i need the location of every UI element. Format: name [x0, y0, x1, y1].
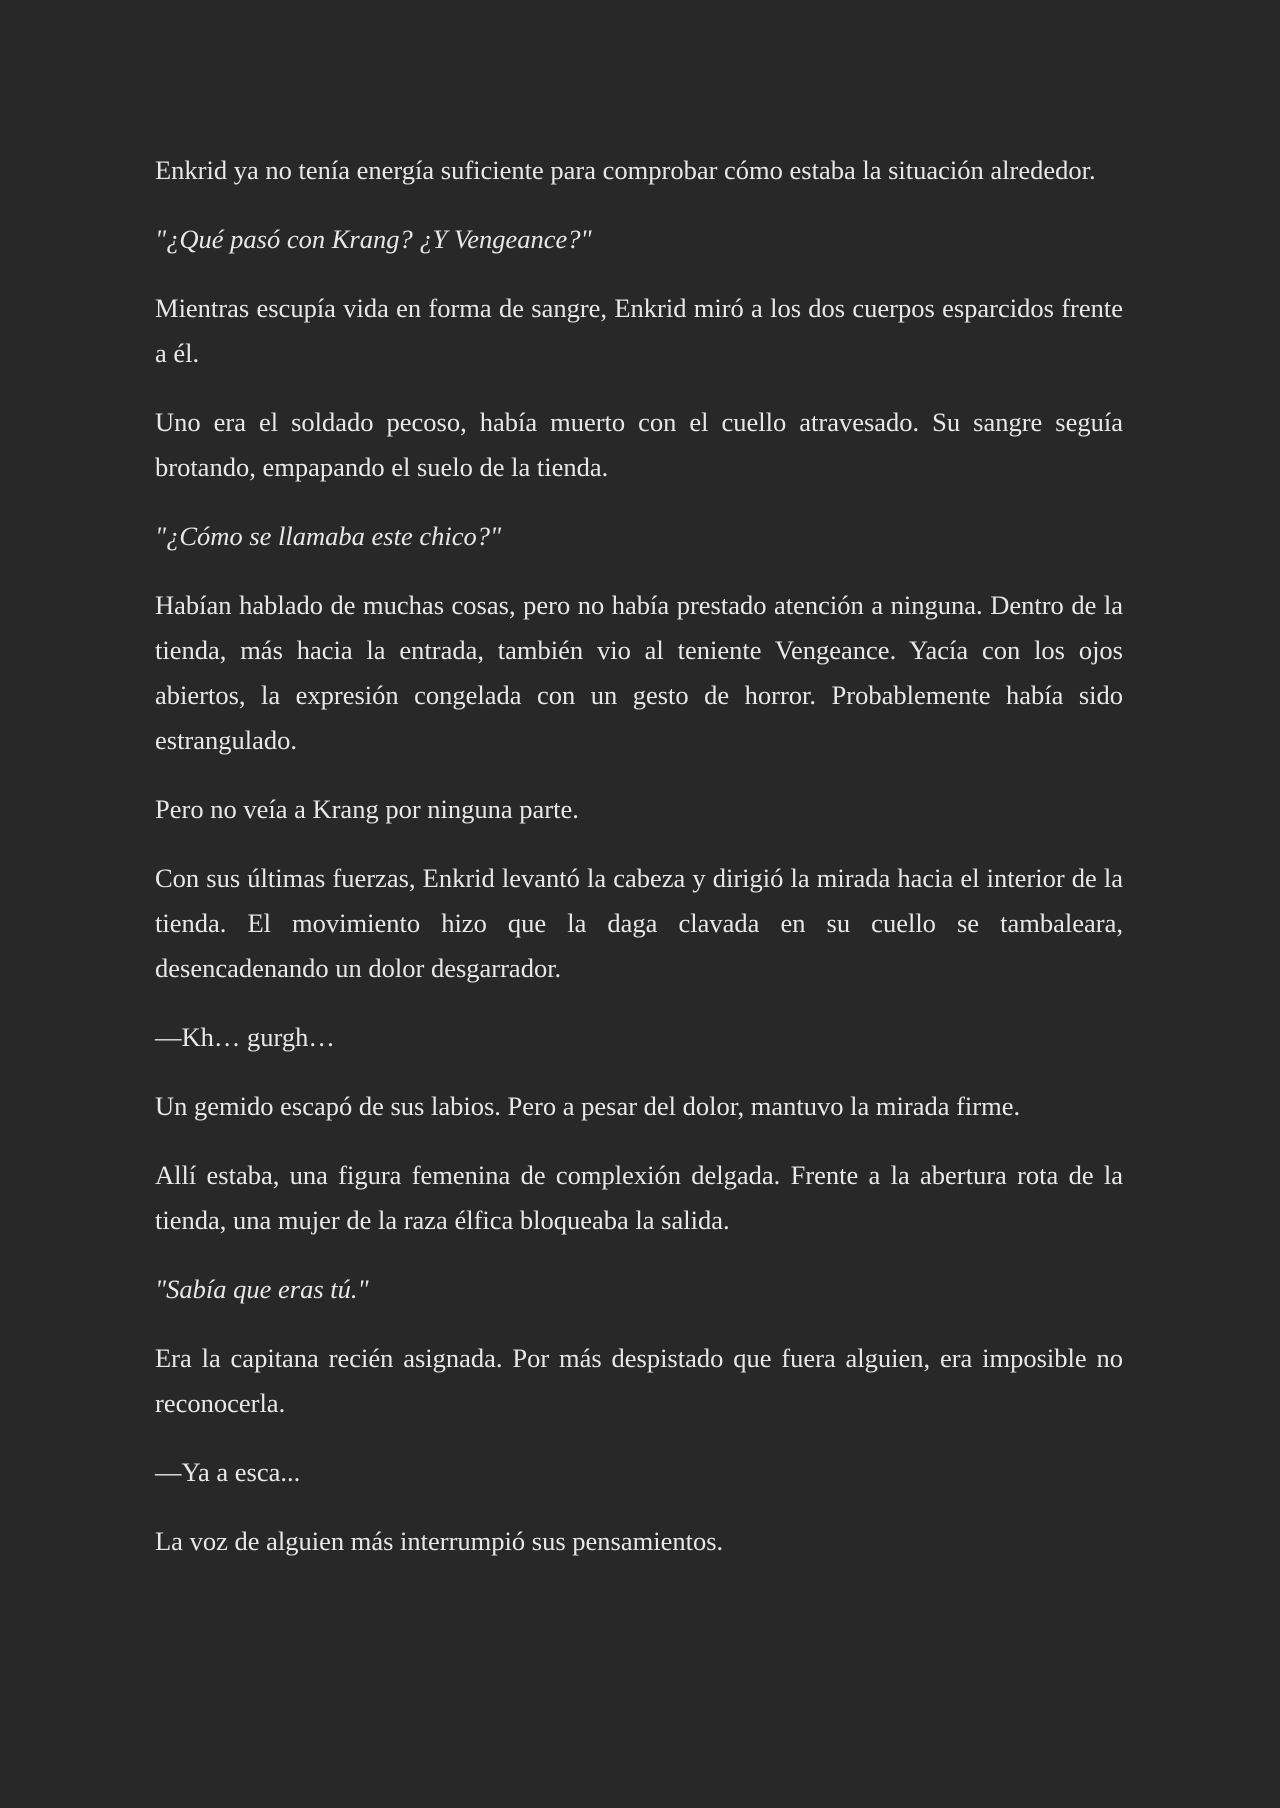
paragraph: Un gemido escapó de sus labios. Pero a pesar del dolor, mantuvo la mirada firme.	[155, 1091, 1021, 1121]
paragraph: La voz de alguien más interrumpió sus pensamientos.	[155, 1526, 724, 1556]
paragraph: Con sus últimas fuerzas, Enkrid levantó la cabeza y dirigió la mirada hacia el interior de la tienda. El movimiento hizo que la daga clavada en su cuello se tambaleara, desencadenando un dolor desgarrador.	[155, 863, 1123, 983]
dialogue-line: —Kh… gurgh…	[155, 1022, 335, 1052]
paragraph: Habían hablado de muchas cosas, pero no había prestado atención a ninguna. Dentro de la tienda, más hacia la entrada, también vio al teniente Vengeance. Yacía con los ojos abiertos, la expresión congelada con un gesto de horror. Probablemente había sido estrangulado.	[155, 590, 1123, 755]
dialogue-thought: "¿Qué pasó con Krang? ¿Y Vengeance?"	[155, 224, 592, 254]
paragraph: Pero no veía a Krang por ninguna parte.	[155, 794, 579, 824]
paragraph: Enkrid ya no tenía energía suficiente para comprobar cómo estaba la situación alrededor.	[155, 155, 1096, 185]
dialogue-line: —Ya a esca...	[155, 1457, 301, 1487]
paragraph: Mientras escupía vida en forma de sangre, Enkrid miró a los dos cuerpos esparcidos frente a él.	[155, 293, 1123, 368]
dialogue-thought: "Sabía que eras tú."	[155, 1274, 369, 1304]
chapter-text	[155, 148, 1123, 1588]
paragraph: Uno era el soldado pecoso, había muerto con el cuello atravesado. Su sangre seguía brotando, empapando el suelo de la tienda.	[155, 407, 1123, 482]
paragraph: Era la capitana recién asignada. Por más despistado que fuera alguien, era imposible no reconocerla.	[155, 1343, 1123, 1418]
dialogue-thought: "¿Cómo se llamaba este chico?"	[155, 521, 502, 551]
paragraph: Allí estaba, una figura femenina de complexión delgada. Frente a la abertura rota de la tienda, una mujer de la raza élfica bloqueaba la salida.	[155, 1160, 1123, 1235]
